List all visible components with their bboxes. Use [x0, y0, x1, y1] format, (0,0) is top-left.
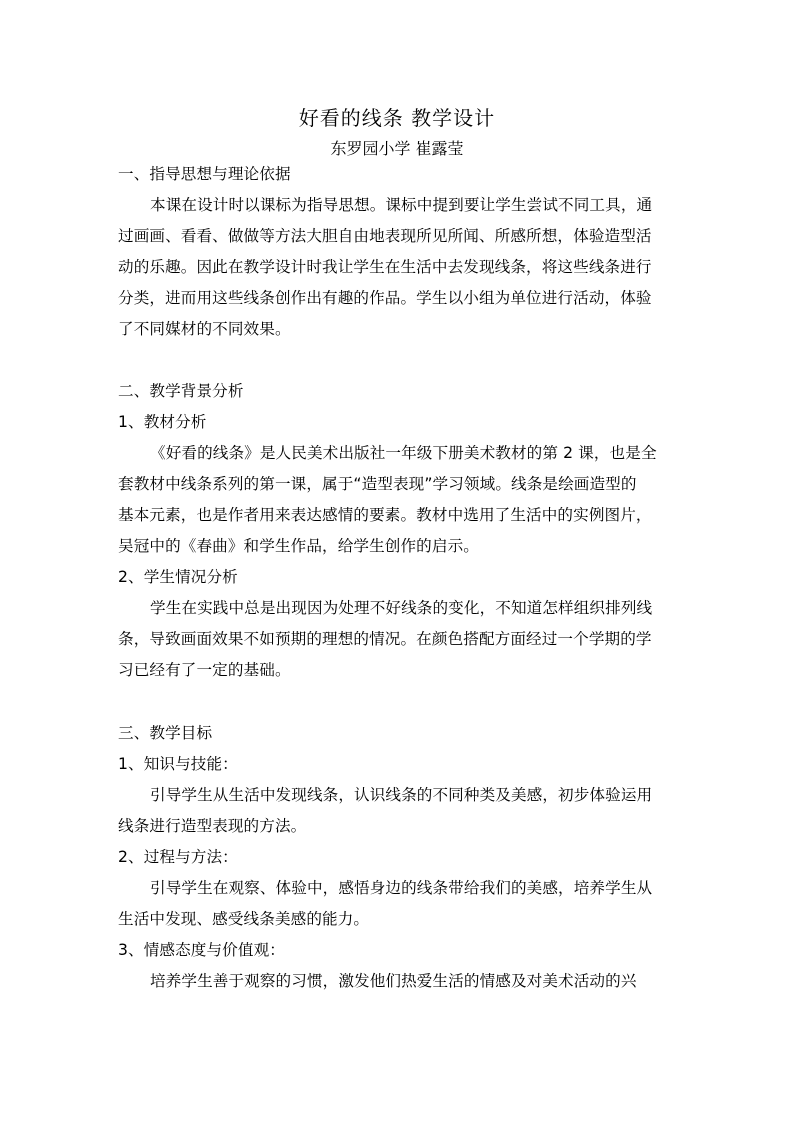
- paragraph-line: 《好看的线条》是人民美术出版社一年级下册美术教材的第 2 课，也是全: [150, 444, 657, 462]
- paragraph-line: 分类，进而用这些线条创作出有趣的作品。学生以小组为单位进行活动，体验: [118, 289, 652, 307]
- paragraph-line: 培养学生善于观察的习惯，激发他们热爱生活的情感及对美术活动的兴: [150, 972, 637, 990]
- subsection-heading: 2、学生情况分析: [118, 568, 238, 586]
- subsection-heading: 2、过程与方法：: [118, 848, 238, 866]
- subsection-heading: 1、知识与技能：: [118, 755, 238, 773]
- paragraph-line: 生活中发现、感受线条美感的能力。: [118, 910, 370, 928]
- paragraph-line: 线条进行造型表现的方法。: [118, 817, 307, 835]
- section-heading-2: 二、教学背景分析: [118, 382, 244, 400]
- section-heading-3: 三、教学目标: [118, 724, 213, 742]
- paragraph-line: 动的乐趣。因此在教学设计时我让学生在生活中去发现线条，将这些线条进行: [118, 258, 652, 276]
- subsection-heading: 3、情感态度与价值观：: [118, 941, 285, 959]
- paragraph-line: 本课在设计时以课标为指导思想。课标中提到要让学生尝试不同工具，通: [150, 196, 653, 214]
- paragraph-line: 条，导致画面效果不如预期的理想的情况。在颜色搭配方面经过一个学期的学: [118, 630, 652, 648]
- paragraph-line: 习已经有了一定的基础。: [118, 661, 291, 679]
- subsection-heading: 1、教材分析: [118, 413, 207, 431]
- paragraph-line: 了不同媒材的不同效果。: [118, 320, 291, 338]
- author-line: 东罗园小学 崔露莹: [330, 139, 464, 158]
- paragraph-line: 引导学生从生活中发现线条，认识线条的不同种类及美感，初步体验运用: [150, 786, 653, 804]
- section-heading-1: 一、指导思想与理论依据: [118, 165, 291, 183]
- paragraph-line: 过画画、看看、做做等方法大胆自由地表现所见所闻、所感所想，体验造型活: [118, 227, 652, 245]
- paragraph-line: 基本元素，也是作者用来表达感情的要素。教材中选用了生活中的实例图片，: [118, 506, 652, 524]
- paragraph-line: 吴冠中的《春曲》和学生作品，给学生创作的启示。: [118, 537, 479, 555]
- paragraph-line: 套教材中线条系列的第一课，属于“造型表现”学习领域。线条是绘画造型的: [118, 475, 637, 493]
- paragraph-line: 引导学生在观察、体验中，感悟身边的线条带给我们的美感，培养学生从: [150, 879, 653, 897]
- document-title: 好看的线条 教学设计: [298, 106, 496, 130]
- paragraph-line: 学生在实践中总是出现因为处理不好线条的变化，不知道怎样组织排列线: [150, 599, 653, 617]
